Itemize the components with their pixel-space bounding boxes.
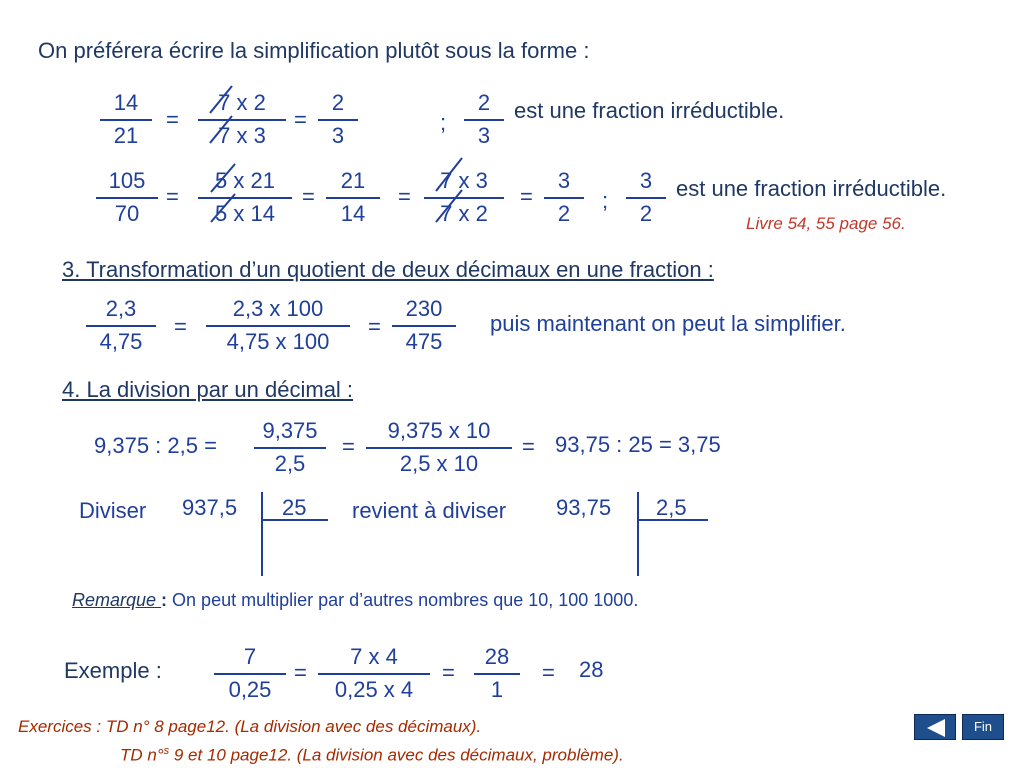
exercises-line-2-prefix: TD n° <box>120 745 164 765</box>
denominator: 4,75 x 100 <box>226 329 330 354</box>
fraction-bar <box>86 325 156 327</box>
cancel-stroke-row1-num <box>210 86 232 113</box>
denominator: 7 x 3 <box>218 123 266 148</box>
example-label: Exemple : <box>64 658 162 683</box>
numerator: 7 x 4 <box>350 644 398 669</box>
fraction-bar <box>214 673 286 675</box>
numerator: 3 <box>557 168 571 193</box>
fraction-bar <box>318 673 430 675</box>
equals-sign: = <box>442 660 455 685</box>
equals-sign: = <box>166 107 179 132</box>
denominator: 2 <box>639 201 653 226</box>
section4-heading: 4. La division par un décimal : <box>62 377 354 402</box>
semicolon: ; <box>602 188 609 213</box>
division-2-divisor: 2,5 <box>656 495 687 520</box>
book-reference: Livre 54, 55 page 56. <box>746 214 906 233</box>
denominator: 2,5 <box>274 451 306 476</box>
numerator: 3 <box>639 168 653 193</box>
divide-label: Diviser <box>79 498 147 523</box>
fraction-bar <box>474 673 520 675</box>
cancel-stroke-row2-num <box>211 164 235 192</box>
numerator: 2 <box>331 90 345 115</box>
equals-sign: = <box>174 314 187 339</box>
fraction-bar <box>254 447 326 449</box>
numerator: 28 <box>484 644 510 669</box>
numerator: 2,3 <box>105 296 137 321</box>
denominator: 21 <box>113 123 139 148</box>
numerator: 230 <box>405 296 443 321</box>
section3-heading: 3. Transformation d’un quotient de deux décimaux en une fraction : <box>62 257 714 282</box>
equals-sign: = <box>294 107 307 132</box>
denominator: 0,25 x 4 <box>334 677 414 702</box>
cancel-stroke-row2-den <box>211 194 235 222</box>
equals-sign: = <box>522 434 535 459</box>
fraction-bar <box>366 447 512 449</box>
numerator: 9,375 x 10 <box>387 418 491 443</box>
equals-sign: = <box>302 184 315 209</box>
denominator: 3 <box>331 123 345 148</box>
row2-irreducible-text: est une fraction irréductible. <box>676 176 947 201</box>
denominator: 4,75 <box>99 329 143 354</box>
exercises-line-2-rest: 9 et 10 page12. (La division avec des décimaux, problème). <box>169 745 624 765</box>
semicolon: ; <box>440 110 447 135</box>
cancel-stroke-row1-den <box>210 116 232 143</box>
denominator: 2 <box>557 201 571 226</box>
denominator: 70 <box>114 201 140 226</box>
equals-sign: = <box>542 660 555 685</box>
equals-sign: = <box>166 184 179 209</box>
equals-sign: = <box>342 434 355 459</box>
division-1-divisor: 25 <box>282 495 307 520</box>
denominator: 3 <box>477 123 491 148</box>
remark-label: Remarque <box>72 590 162 610</box>
denominator: 475 <box>405 329 443 354</box>
numerator: 9,375 <box>262 418 318 443</box>
s4-result: 93,75 : 25 = 3,75 <box>555 432 721 457</box>
example-fraction-1 <box>214 644 286 703</box>
denominator: 7 x 2 <box>440 201 488 226</box>
denominator: 1 <box>490 677 504 702</box>
cancel-stroke-row2b-num <box>436 158 462 191</box>
numerator: 2 <box>477 90 491 115</box>
numerator: 14 <box>113 90 139 115</box>
division-middle-text: revient à diviser <box>352 498 507 523</box>
cancel-stroke-row2b-den <box>436 190 462 222</box>
left-triangle-icon <box>915 715 957 741</box>
end-button-label: Fin <box>973 719 993 734</box>
s3-simplify-text: puis maintenant on peut la simplifier. <box>490 311 846 336</box>
denominator: 5 x 14 <box>215 201 275 226</box>
row1-irreducible-text: est une fraction irréductible. <box>514 98 785 123</box>
denominator: 0,25 <box>228 677 272 702</box>
example-fraction-3 <box>474 644 520 703</box>
numerator: 7 <box>243 644 257 669</box>
denominator: 14 <box>340 201 366 226</box>
division-1-dividend: 937,5 <box>182 495 238 520</box>
s4-lhs: 9,375 : 2,5 = <box>94 433 217 458</box>
division-2-dividend: 93,75 <box>556 495 612 520</box>
remark <box>72 589 638 611</box>
example-fraction-2 <box>318 644 430 703</box>
remark-text: On peut multiplier par d’autres nombres que 10, 100 1000. <box>167 590 639 610</box>
exercises-line-1: Exercices : TD n° 8 page12. (La division avec des décimaux). <box>18 717 482 736</box>
numerator: 21 <box>340 168 366 193</box>
exercises-line-2-sup: s <box>163 745 170 757</box>
fraction-bar <box>392 325 456 327</box>
denominator: 2,5 x 10 <box>399 451 479 476</box>
numerator: 2,3 x 100 <box>232 296 324 321</box>
back-button[interactable] <box>914 714 956 740</box>
s4-fraction-2 <box>366 418 512 477</box>
equals-sign: = <box>520 184 533 209</box>
numerator: 5 x 21 <box>215 168 275 193</box>
end-button[interactable] <box>962 714 1004 740</box>
equals-sign: = <box>398 184 411 209</box>
s3-fraction-1 <box>86 296 156 355</box>
s3-fraction-2 <box>206 296 350 355</box>
fraction-bar <box>206 325 350 327</box>
s3-fraction-3 <box>392 296 456 355</box>
numerator: 7 x 3 <box>440 168 488 193</box>
s4-fraction-1 <box>254 418 326 477</box>
numerator: 7 x 2 <box>218 90 266 115</box>
equals-sign: = <box>368 314 381 339</box>
exercises-line-2 <box>120 741 624 766</box>
equals-sign: = <box>294 660 307 685</box>
intro-text: On préférera écrire la simplification plutôt sous la forme : <box>38 38 590 63</box>
example-result: 28 <box>579 657 604 682</box>
remark-colon: : <box>161 590 168 610</box>
numerator: 105 <box>108 168 146 193</box>
